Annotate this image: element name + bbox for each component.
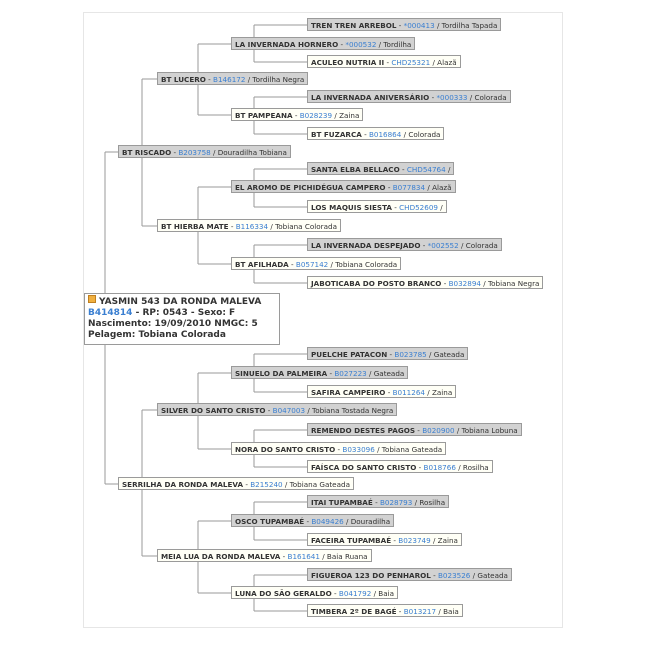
pedigree-node[interactable]: LOS MAQUIS SIESTA - CHD52609 / — [307, 200, 447, 213]
registration-link[interactable]: *000333 — [436, 93, 468, 102]
registration-link[interactable]: B023749 — [398, 536, 431, 545]
registration-link[interactable]: B013217 — [403, 607, 437, 616]
registration-link[interactable]: B116334 — [235, 222, 269, 231]
registration-link[interactable]: B032894 — [448, 279, 481, 288]
registration-link[interactable]: B146172 — [213, 75, 246, 84]
registration-link[interactable]: CHD52609 — [399, 203, 438, 212]
pedigree-node[interactable]: BT HIERBA MATE - B116334 / Tobiana Colorada — [157, 219, 341, 232]
pedigree-node[interactable]: TREN TREN ARREBOL - *000413 / Tordilha Tapada — [307, 18, 501, 31]
registration-link[interactable]: B028239 — [299, 111, 333, 120]
pedigree-node[interactable]: BT FUZARCA - B016864 / Colorada — [307, 127, 444, 140]
registration-link[interactable]: B023526 — [438, 571, 471, 580]
registration-link[interactable]: B023785 — [394, 350, 427, 359]
registration-link[interactable]: CHD25321 — [391, 58, 431, 67]
pedigree-node[interactable]: SAFIRA CAMPEIRO - B011264 / Zaina — [307, 385, 456, 398]
registration-link[interactable]: B041792 — [338, 589, 372, 598]
subject-name: YASMIN 543 DA RONDA MALEVA — [99, 297, 262, 307]
registration-link[interactable]: B020900 — [422, 426, 455, 435]
pedigree-node[interactable]: SINUELO DA PALMEIRA - B027223 / Gateada — [231, 366, 408, 379]
pedigree-node[interactable]: LA INVERNADA ANIVERSÁRIO - *000333 / Colorada — [307, 90, 511, 103]
pedigree-node[interactable]: JABOTICABA DO POSTO BRANCO - B032894 / Tobiana Negra — [307, 276, 543, 289]
pedigree-node[interactable]: NORA DO SANTO CRISTO - B033096 / Tobiana Gateada — [231, 442, 446, 455]
pedigree-node[interactable]: LA INVERNADA DESPEJADO - *002552 / Colorada — [307, 238, 502, 251]
registration-link[interactable]: B027223 — [334, 369, 367, 378]
registration-link[interactable]: B077834 — [392, 183, 426, 192]
registration-link[interactable]: CHD54764 — [406, 165, 446, 174]
registration-link[interactable]: B011264 — [392, 388, 425, 397]
pedigree-node[interactable]: ACULEO NUTRIA II - CHD25321 / Alazã — [307, 55, 461, 68]
pedigree-node[interactable]: MEIA LUA DA RONDA MALEVA - B161641 / Baia Ruana — [157, 549, 372, 562]
registration-link[interactable]: B215240 — [250, 480, 283, 489]
female-square-icon — [88, 295, 96, 303]
pedigree-node[interactable]: FAÍSCA DO SANTO CRISTO - B018766 / Rosilha — [307, 460, 493, 473]
pedigree-node[interactable]: BT PAMPEANA - B028239 / Zaina — [231, 108, 363, 121]
registration-link[interactable]: *000413 — [403, 21, 435, 30]
pedigree-node[interactable]: ITAI TUPAMBAÉ - B028793 / Rosilha — [307, 495, 449, 508]
registration-link[interactable]: *000532 — [345, 40, 377, 49]
subject-birth: Nascimento: 19/09/2010 NMGC: 5 — [88, 319, 258, 329]
pedigree-node[interactable]: REMENDO DESTES PAGOS - B020900 / Tobiana Lobuna — [307, 423, 522, 436]
registration-link[interactable]: B161641 — [287, 552, 320, 561]
pedigree-node[interactable]: FIGUEROA 123 DO PENHAROL - B023526 / Gateada — [307, 568, 512, 581]
pedigree-node[interactable]: OSCO TUPAMBAÉ - B049426 / Douradilha — [231, 514, 394, 527]
pedigree-node[interactable]: SILVER DO SANTO CRISTO - B047003 / Tobiana Tostada Negra — [157, 403, 397, 416]
subject-card — [84, 293, 280, 345]
pedigree-node[interactable]: TIMBERA 2º DE BAGÉ - B013217 / Baia — [307, 604, 463, 617]
pedigree-node[interactable]: LUNA DO SÃO GERALDO - B041792 / Baia — [231, 586, 398, 599]
registration-link[interactable]: B047003 — [272, 406, 306, 415]
pedigree-node[interactable]: EL AROMO DE PICHIDÉGUA CAMPERO - B077834 / Alazã — [231, 180, 456, 193]
pedigree-node[interactable]: BT LUCERO - B146172 / Tordilha Negra — [157, 72, 308, 85]
registration-link[interactable]: B018766 — [423, 463, 456, 472]
subject-registration-link[interactable]: B414814 — [88, 308, 133, 318]
pedigree-node[interactable]: LA INVERNADA HORNERO - *000532 / Tordilha — [231, 37, 415, 50]
pedigree-node[interactable]: SANTA ELBA BELLACO - CHD54764 / — [307, 162, 454, 175]
sire-node[interactable]: BT RISCADO - B203758 / Douradilha Tobiana — [118, 145, 291, 158]
pedigree-node[interactable]: PUELCHE PATACON - B023785 / Gateada — [307, 347, 468, 360]
pedigree-node[interactable]: BT AFILHADA - B057142 / Tobiana Colorada — [231, 257, 401, 270]
registration-link[interactable]: B016864 — [368, 130, 402, 139]
registration-link[interactable]: B049426 — [311, 517, 344, 526]
registration-link[interactable]: B028793 — [379, 498, 413, 507]
dam-node[interactable]: SERRILHA DA RONDA MALEVA - B215240 / Tobiana Gateada — [118, 477, 354, 490]
registration-link[interactable]: B033096 — [342, 445, 375, 454]
registration-link[interactable]: B203758 — [178, 148, 211, 157]
registration-link[interactable]: *002552 — [427, 241, 459, 250]
subject-rp-sex: - RP: 0543 - Sexo: F — [132, 308, 236, 318]
pedigree-node[interactable]: FACEIRA TUPAMBAÉ - B023749 / Zaina — [307, 533, 462, 546]
subject-coat: Pelagem: Tobiana Colorada — [88, 330, 226, 340]
registration-link[interactable]: B057142 — [295, 260, 329, 269]
